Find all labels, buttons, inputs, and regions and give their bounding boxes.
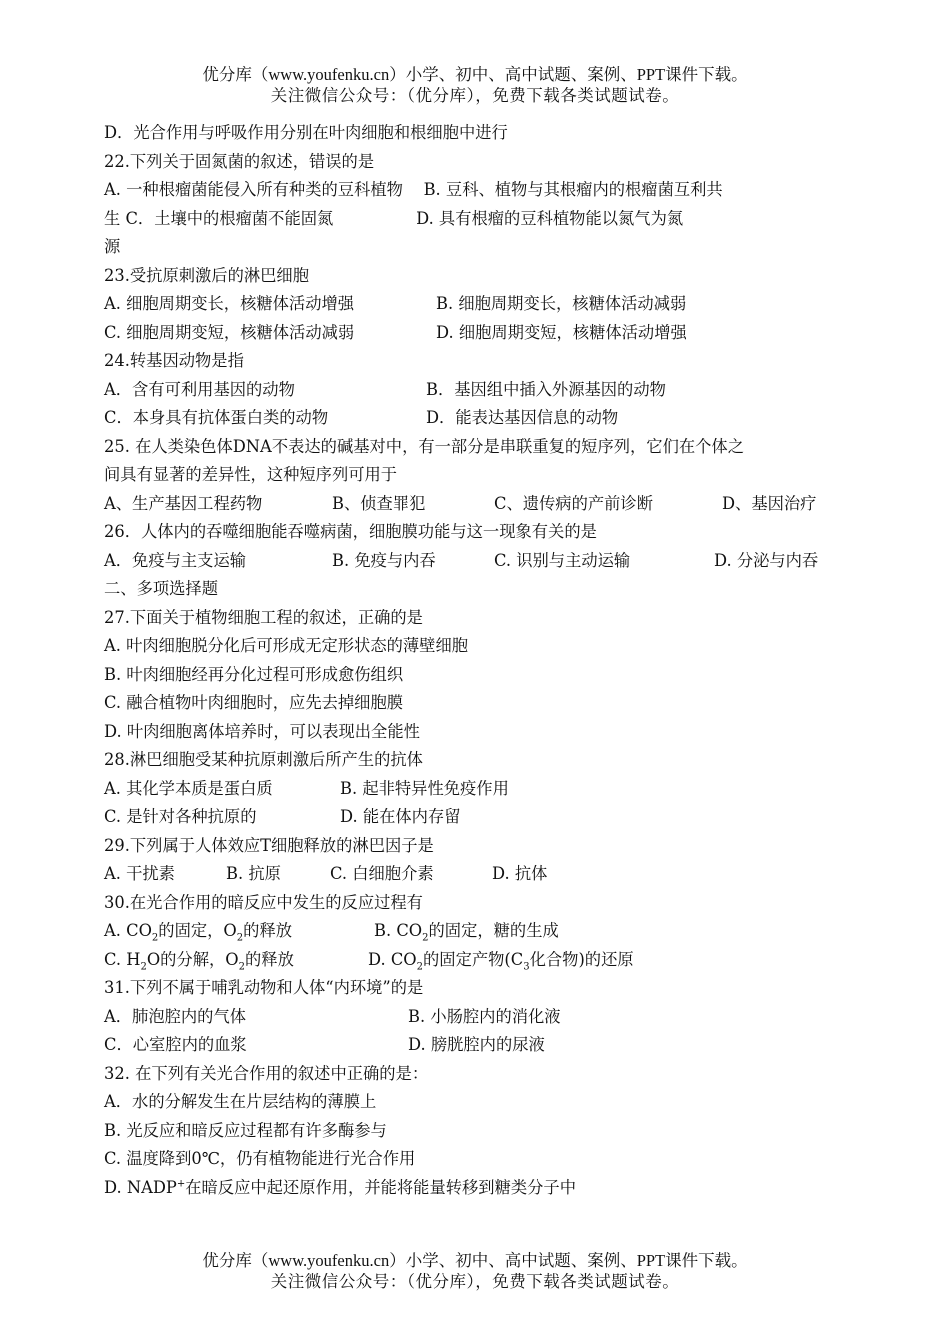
- q32-option-c: C. 温度降到0℃，仍有植物能进行光合作用: [104, 1149, 416, 1168]
- q25-option-b: B、侦查罪犯: [332, 493, 426, 513]
- q28-stem: 28.淋巴细胞受某种抗原刺激后所产生的抗体: [104, 750, 423, 769]
- q29-stem: 29.下列属于人体效应T细胞释放的淋巴因子是: [104, 835, 434, 855]
- q27-option-a: A. 叶肉细胞脱分化后可形成无定形状态的薄壁细胞: [104, 636, 469, 655]
- q24-option-d: D．能表达基因信息的动物: [426, 408, 619, 427]
- q24-option-b: B．基因组中插入外源基因的动物: [426, 379, 666, 399]
- q29-options: [104, 860, 852, 889]
- q24-option-c: C．本身具有抗体蛋白类的动物: [104, 408, 329, 427]
- q30-row-1: [104, 917, 852, 946]
- q28-option-d: D. 能在体内存留: [340, 807, 461, 826]
- q31-row-1: [104, 1003, 852, 1032]
- q23-option-c: C. 细胞周期变短，核糖体活动减弱: [104, 322, 355, 342]
- q29-option-c: C. 白细胞介素: [330, 864, 434, 883]
- q30-option-d: D. $CO_2$的固定产物($C_3$化合物)的还原: [368, 949, 634, 972]
- section-heading: 二、多项选择题: [104, 579, 218, 598]
- q32-stem: 32. 在下列有关光合作用的叙述中正确的是：: [104, 1063, 429, 1083]
- q31-stem: 31.下列不属于哺乳动物和人体“内环境”的是: [104, 978, 424, 997]
- q26-stem: 26．人体内的吞噬细胞能吞噬病菌，细胞膜功能与这一现象有关的是: [104, 522, 597, 541]
- footer-line-1: 优分库（www.youfenku.cn）小学、初中、高中试题、案例、PPT课件下载。: [202, 1251, 748, 1270]
- q31-option-a: A．肺泡腔内的气体: [104, 1006, 247, 1026]
- q23-option-d: D. 细胞周期变短，核糖体活动增强: [436, 322, 687, 342]
- q22-options-line-1: A. 一种根瘤菌能侵入所有种类的豆科植物 B. 豆科、植物与其根瘤内的根瘤菌互利共: [104, 180, 723, 199]
- header-line-1: 优分库（www.youfenku.cn）小学、初中、高中试题、案例、PPT课件下载。: [202, 65, 748, 84]
- q26-options: [104, 547, 852, 576]
- q25-option-a: A、生产基因工程药物: [104, 493, 263, 513]
- q22-options-line-2: 生 C．土壤中的根瘤菌不能固氮 D. 具有根瘤的豆科植物能以氮气为氮: [104, 208, 684, 228]
- q21-option-d: D．光合作用与呼吸作用分别在叶肉细胞和根细胞中进行: [104, 123, 508, 142]
- q25-options: [104, 490, 852, 519]
- q25-stem-line-1: 25. 在人类染色体DNA不表达的碱基对中，有一部分是串联重复的短序列，它们在个体之: [104, 436, 744, 456]
- q31-option-d: D. 膀胱腔内的尿液: [408, 1035, 545, 1054]
- q28-option-c: C. 是针对各种抗原的: [104, 807, 257, 826]
- q31-row-2: [104, 1031, 852, 1060]
- q31-option-c: C．心室腔内的血浆: [104, 1035, 247, 1054]
- q25-option-c: C、遗传病的产前诊断: [494, 493, 653, 513]
- q23-option-a: A. 细胞周期变长，核糖体活动增强: [104, 294, 355, 313]
- q22-stem: 22.下列关于固氮菌的叙述，错误的是: [104, 151, 375, 171]
- q25-option-d: D、基因治疗: [722, 493, 817, 513]
- q23-option-b: B. 细胞周期变长，核糖体活动减弱: [436, 294, 687, 313]
- q24-row-2: [104, 404, 852, 433]
- q30-stem: 30.在光合作用的暗反应中发生的反应过程有: [104, 892, 423, 912]
- q31-option-b: B. 小肠腔内的消化液: [408, 1006, 561, 1026]
- q27-option-c: C. 融合植物叶肉细胞时，应先去掉细胞膜: [104, 693, 404, 712]
- q26-option-b: B. 免疫与内吞: [332, 550, 436, 570]
- q29-option-b: B. 抗原: [226, 864, 281, 883]
- q30-row-2: [104, 946, 852, 975]
- q23-row-2: [104, 319, 852, 348]
- q28-option-a: A. 其化学本质是蛋白质: [104, 778, 273, 798]
- q28-row-1: [104, 775, 852, 804]
- q28-row-2: [104, 803, 852, 832]
- q23-row-1: [104, 290, 852, 319]
- footer-line-2: 关注微信公众号：（优分库），免费下载各类试题试卷。: [270, 1272, 680, 1291]
- q32-option-b: B. 光反应和暗反应过程都有许多酶参与: [104, 1120, 387, 1140]
- q32-option-a: A．水的分解发生在片层结构的薄膜上: [104, 1092, 377, 1111]
- q30-option-a: A. $CO_2$的固定，$O_2$的释放: [104, 921, 293, 944]
- q27-option-b: B. 叶肉细胞经再分化过程可形成愈伤组织: [104, 664, 404, 684]
- q29-option-d: D. 抗体: [492, 864, 548, 883]
- page-footer: [0, 1250, 950, 1292]
- q22-options-line-3: 源: [104, 237, 121, 256]
- q25-stem-line-2: 间具有显著的差异性，这种短序列可用于: [104, 465, 398, 484]
- q29-option-a: A. 干扰素: [104, 864, 175, 883]
- q26-option-d: D. 分泌与内吞: [714, 550, 819, 570]
- q32-option-d: D. NADP+在暗反应中起还原作用，并能将能量转移到糖类分子中: [104, 1177, 576, 1197]
- q24-option-a: A．含有可利用基因的动物: [104, 379, 295, 399]
- q27-option-d: D. 叶肉细胞离体培养时，可以表现出全能性: [104, 721, 420, 741]
- q30-option-b: B. $CO_2$的固定，糖的生成: [374, 921, 559, 944]
- page-header: [0, 64, 950, 106]
- q26-option-c: C. 识别与主动运输: [494, 550, 631, 570]
- exam-content: [104, 119, 852, 1202]
- q30-option-c: C. $H_2O$的分解，$O_2$的释放: [104, 949, 294, 972]
- q27-stem: 27.下面关于植物细胞工程的叙述，正确的是: [104, 607, 423, 627]
- q24-row-1: [104, 376, 852, 405]
- q24-stem: 24.转基因动物是指: [104, 351, 244, 370]
- q26-option-a: A．免疫与主支运输: [104, 550, 247, 570]
- q23-stem: 23.受抗原刺激后的淋巴细胞: [104, 265, 309, 285]
- q28-option-b: B. 起非特异性免疫作用: [340, 778, 509, 798]
- header-line-2: 关注微信公众号：（优分库），免费下载各类试题试卷。: [270, 86, 680, 105]
